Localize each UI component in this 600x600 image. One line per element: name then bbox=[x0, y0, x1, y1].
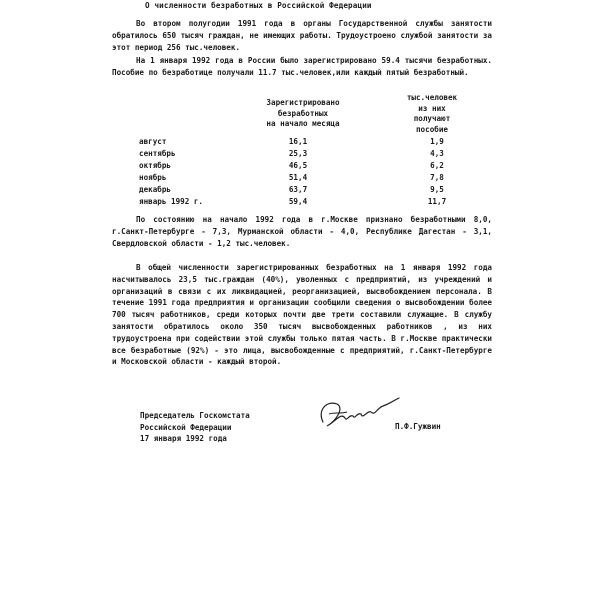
header-registered bbox=[248, 98, 358, 130]
header-benefit-line: получают bbox=[413, 114, 451, 124]
month-cell: ноябрь bbox=[139, 173, 167, 182]
paragraph-intro: Во втором полугодии 1991 года в органы Государственной службы занятости обратилось 650 тысяч граждан, не имеющих работы. Трудоустроено службой занятости за этот период 256 тыс.человек. bbox=[112, 19, 492, 52]
signature-date: 17 января 1992 года bbox=[140, 434, 227, 443]
document-title: О численности безработных в Российской Федерации bbox=[145, 1, 372, 10]
table-row bbox=[0, 149, 600, 161]
registered-cell: 25,3 bbox=[288, 149, 308, 158]
header-registered-line: на начало месяца bbox=[266, 119, 340, 129]
month-cell: сентябрь bbox=[139, 149, 176, 158]
paragraph-regions: По состоянию на начало 1992 года в г.Москве признано безработными 8,0, г.Санкт-Петербурге - 7,3, Мурманской области - 4,0, Республике Дагестан - 3,1, Свердловской области - 1,2 тыс.человек. bbox=[112, 215, 492, 248]
registered-cell: 16,1 bbox=[288, 137, 308, 146]
table-row bbox=[0, 197, 600, 209]
header-registered-line: Зарегистрировано bbox=[266, 98, 340, 107]
month-cell: декабрь bbox=[139, 185, 172, 194]
table-row bbox=[0, 173, 600, 185]
table-row bbox=[0, 185, 600, 197]
header-registered-line: безработных bbox=[277, 108, 329, 118]
paragraph-registered: На 1 января 1992 года в России было зарегистрировано 59.4 тысячи безработных. Пособие по безработице получали 11.7 тыс.человек,или каждый пятый безработный. bbox=[112, 56, 492, 77]
registered-cell: 59,4 bbox=[288, 197, 308, 206]
handwritten-signature bbox=[305, 392, 405, 440]
header-benefit bbox=[382, 93, 482, 135]
table-row bbox=[0, 137, 600, 149]
registered-cell: 46,5 bbox=[288, 161, 308, 170]
benefit-cell: 7,8 bbox=[430, 173, 444, 182]
benefit-cell: 9,5 bbox=[430, 185, 444, 194]
signer-organization: Российской Федерации bbox=[140, 422, 232, 432]
header-benefit-line: пособие bbox=[415, 124, 448, 134]
benefit-cell: 4,3 bbox=[430, 149, 444, 158]
table-row bbox=[0, 161, 600, 173]
benefit-cell: 1,9 bbox=[430, 137, 444, 146]
signature-block bbox=[140, 410, 250, 445]
signer-title: Председатель Госкомстата bbox=[140, 411, 250, 420]
header-benefit-line: из них bbox=[418, 103, 446, 113]
benefit-cell: 6,2 bbox=[430, 161, 444, 170]
header-benefit-line: тыс.человек bbox=[406, 93, 458, 102]
month-cell: октябрь bbox=[139, 161, 172, 170]
registered-cell: 63,7 bbox=[288, 185, 308, 194]
paragraph-dismissed: В общей численности зарегистрированных безработных на 1 января 1992 года насчитывалось 23,5 тыс.граждан (40%), уволенных с предприятий, из учреждений и организаций в связи с их ликвидацией, реорганизацией, высвобождением персонала. В течение 1991 года предприятия и организации сообщили сведения о высвобождении более 700 тысяч работников, среди которых почти две трети составили служащие. В службу занятости обратилось около 350 тысяч высвобожденных работников , из них трудоустроена при содействии этой службы только пятая часть. В г.Москве практически все безработные (92%) - это лица, высвобожденные с предприятий, г.Санкт-Петербурге и Московской области - каждый второй. bbox=[112, 263, 492, 367]
signer-name: П.Ф.Гужвин bbox=[395, 422, 441, 431]
registered-cell: 51,4 bbox=[288, 173, 308, 182]
month-cell: январь 1992 г. bbox=[139, 197, 204, 206]
benefit-cell: 11,7 bbox=[427, 197, 447, 206]
month-cell: август bbox=[139, 137, 167, 146]
